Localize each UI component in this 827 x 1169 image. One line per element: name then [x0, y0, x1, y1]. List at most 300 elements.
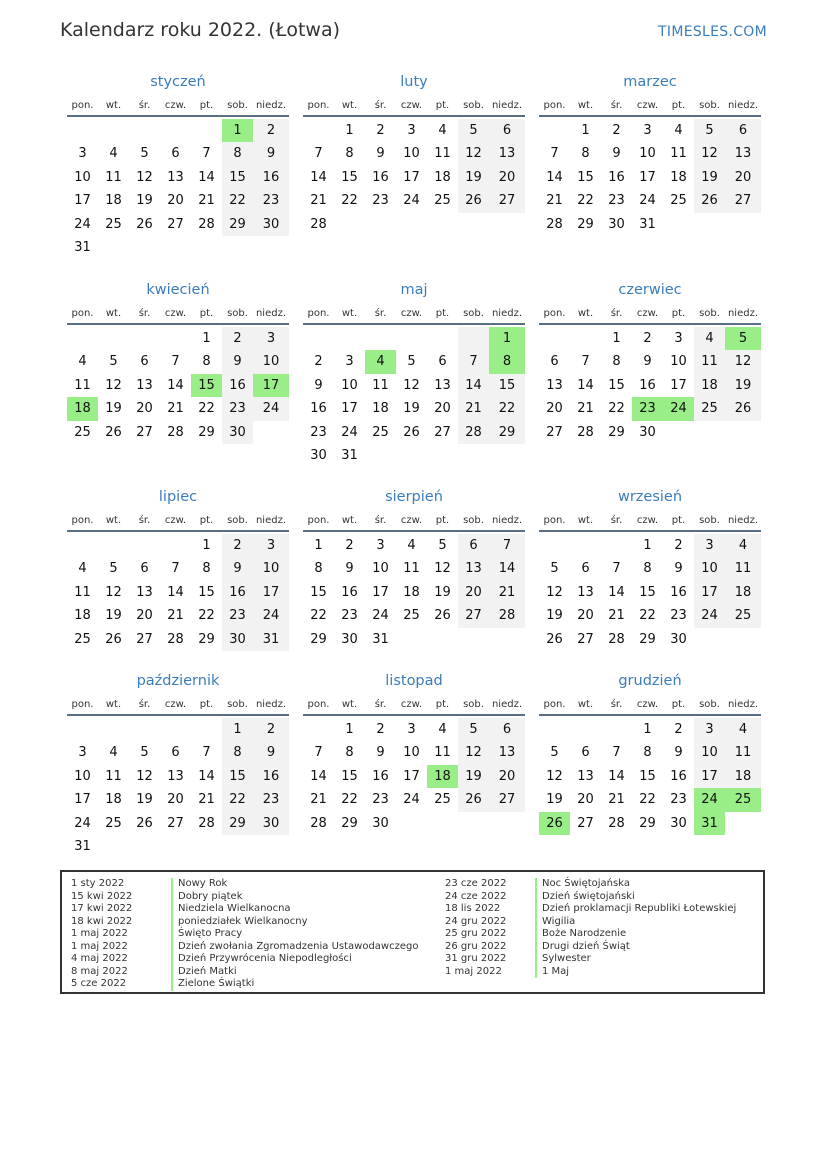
day-cell[interactable]: 27	[577, 631, 594, 647]
day-cell[interactable]: 26	[694, 189, 725, 212]
day-cell[interactable]: 30	[310, 447, 327, 463]
day-cell[interactable]: 17	[253, 374, 289, 397]
day-cell[interactable]: 3	[345, 354, 354, 370]
day-cell[interactable]: 14	[608, 768, 625, 784]
day-cell[interactable]: 8	[202, 354, 211, 370]
day-cell[interactable]: 5	[109, 561, 118, 577]
day-cell[interactable]: 9	[674, 745, 683, 761]
day-cell[interactable]: 5	[140, 745, 149, 761]
day-cell[interactable]: 3	[407, 722, 416, 737]
day-cell[interactable]: 23	[372, 792, 389, 808]
day-cell[interactable]: 2	[376, 722, 385, 737]
day-cell[interactable]: 22	[639, 608, 656, 624]
day-cell[interactable]: 24	[403, 193, 420, 209]
day-cell[interactable]: 17	[403, 169, 420, 185]
day-cell[interactable]: 7	[202, 745, 211, 761]
day-cell[interactable]: 20	[458, 581, 489, 604]
day-cell[interactable]: 29	[222, 812, 253, 835]
day-cell[interactable]: 25	[105, 815, 122, 831]
day-cell[interactable]: 11	[725, 557, 761, 580]
day-cell[interactable]: 6	[171, 745, 180, 761]
day-cell[interactable]: 10	[694, 557, 725, 580]
day-cell[interactable]: 1	[202, 538, 211, 553]
day-cell[interactable]: 18	[427, 765, 458, 788]
day-cell[interactable]: 16	[253, 765, 289, 788]
day-cell[interactable]: 19	[434, 584, 451, 600]
day-cell[interactable]: 13	[167, 768, 184, 784]
day-cell[interactable]: 15	[191, 374, 222, 397]
day-cell[interactable]: 3	[253, 327, 289, 350]
day-cell[interactable]: 4	[725, 718, 761, 741]
day-cell[interactable]: 2	[674, 538, 683, 553]
day-cell[interactable]: 12	[434, 561, 451, 577]
day-cell[interactable]: 21	[489, 581, 525, 604]
day-cell[interactable]: 25	[725, 604, 761, 627]
day-cell[interactable]: 26	[458, 189, 489, 212]
day-cell[interactable]: 19	[136, 792, 153, 808]
day-cell[interactable]: 29	[639, 815, 656, 831]
day-cell[interactable]: 6	[489, 119, 525, 142]
day-cell[interactable]: 27	[489, 189, 525, 212]
day-cell[interactable]: 7	[458, 350, 489, 373]
day-cell[interactable]: 3	[78, 146, 87, 162]
day-cell[interactable]: 18	[670, 169, 687, 185]
day-cell[interactable]: 18	[74, 608, 91, 624]
day-cell[interactable]: 24	[663, 397, 694, 420]
day-cell[interactable]: 1	[345, 722, 354, 737]
day-cell[interactable]: 18	[725, 581, 761, 604]
day-cell[interactable]: 20	[136, 608, 153, 624]
day-cell[interactable]: 2	[674, 722, 683, 737]
day-cell[interactable]: 4	[78, 561, 87, 577]
day-cell[interactable]: 17	[372, 584, 389, 600]
day-cell[interactable]: 7	[171, 561, 180, 577]
day-cell[interactable]: 9	[253, 142, 289, 165]
day-cell[interactable]: 11	[372, 377, 389, 393]
day-cell[interactable]: 24	[694, 788, 725, 811]
day-cell[interactable]: 26	[105, 631, 122, 647]
day-cell[interactable]: 28	[198, 815, 215, 831]
day-cell[interactable]: 7	[202, 146, 211, 162]
day-cell[interactable]: 5	[725, 327, 761, 350]
day-cell[interactable]: 13	[577, 768, 594, 784]
day-cell[interactable]: 21	[198, 193, 215, 209]
day-cell[interactable]: 22	[489, 397, 525, 420]
day-cell[interactable]: 15	[222, 166, 253, 189]
day-cell[interactable]: 14	[310, 169, 327, 185]
day-cell[interactable]: 31	[253, 628, 289, 651]
day-cell[interactable]: 3	[694, 534, 725, 557]
day-cell[interactable]: 9	[643, 354, 652, 370]
day-cell[interactable]: 18	[372, 401, 389, 417]
day-cell[interactable]: 29	[341, 815, 358, 831]
day-cell[interactable]: 29	[489, 421, 525, 444]
day-cell[interactable]: 28	[167, 631, 184, 647]
day-cell[interactable]: 11	[403, 561, 420, 577]
day-cell[interactable]: 11	[434, 146, 451, 162]
day-cell[interactable]: 19	[458, 166, 489, 189]
day-cell[interactable]: 10	[403, 745, 420, 761]
day-cell[interactable]: 26	[725, 397, 761, 420]
day-cell[interactable]: 17	[694, 581, 725, 604]
day-cell[interactable]: 6	[550, 354, 559, 370]
day-cell[interactable]: 10	[253, 557, 289, 580]
day-cell[interactable]: 23	[670, 792, 687, 808]
day-cell[interactable]: 20	[725, 166, 761, 189]
day-cell[interactable]: 23	[670, 608, 687, 624]
day-cell[interactable]: 28	[310, 815, 327, 831]
day-cell[interactable]: 27	[167, 216, 184, 232]
day-cell[interactable]: 1	[222, 119, 253, 142]
day-cell[interactable]: 22	[639, 792, 656, 808]
day-cell[interactable]: 29	[222, 213, 253, 236]
day-cell[interactable]: 4	[365, 350, 396, 373]
day-cell[interactable]: 7	[489, 534, 525, 557]
day-cell[interactable]: 2	[314, 354, 323, 370]
day-cell[interactable]: 12	[725, 350, 761, 373]
day-cell[interactable]: 13	[577, 584, 594, 600]
day-cell[interactable]: 21	[608, 608, 625, 624]
day-cell[interactable]: 2	[222, 534, 253, 557]
day-cell[interactable]: 2	[345, 538, 354, 553]
day-cell[interactable]: 11	[74, 377, 91, 393]
day-cell[interactable]: 23	[372, 193, 389, 209]
day-cell[interactable]: 17	[694, 765, 725, 788]
day-cell[interactable]: 28	[458, 421, 489, 444]
day-cell[interactable]: 16	[310, 401, 327, 417]
day-cell[interactable]: 18	[725, 765, 761, 788]
day-cell[interactable]: 4	[438, 123, 447, 138]
day-cell[interactable]: 28	[577, 424, 594, 440]
day-cell[interactable]: 14	[167, 377, 184, 393]
day-cell[interactable]: 30	[253, 812, 289, 835]
day-cell[interactable]: 29	[608, 424, 625, 440]
day-cell[interactable]: 27	[136, 424, 153, 440]
day-cell[interactable]: 2	[376, 123, 385, 138]
day-cell[interactable]: 16	[670, 584, 687, 600]
day-cell[interactable]: 7	[314, 745, 323, 761]
day-cell[interactable]: 8	[222, 741, 253, 764]
day-cell[interactable]: 29	[310, 631, 327, 647]
day-cell[interactable]: 23	[608, 193, 625, 209]
day-cell[interactable]: 7	[612, 745, 621, 761]
day-cell[interactable]: 30	[372, 815, 389, 831]
day-cell[interactable]: 30	[222, 628, 253, 651]
day-cell[interactable]: 15	[198, 584, 215, 600]
day-cell[interactable]: 15	[608, 377, 625, 393]
day-cell[interactable]: 12	[136, 169, 153, 185]
day-cell[interactable]: 24	[74, 216, 91, 232]
day-cell[interactable]: 22	[222, 189, 253, 212]
day-cell[interactable]: 18	[105, 193, 122, 209]
day-cell[interactable]: 21	[577, 401, 594, 417]
day-cell[interactable]: 20	[546, 401, 563, 417]
day-cell[interactable]: 16	[222, 374, 253, 397]
day-cell[interactable]: 9	[222, 350, 253, 373]
day-cell[interactable]: 13	[489, 741, 525, 764]
site-logo[interactable]: TIMESLES.COM	[658, 24, 767, 40]
day-cell[interactable]: 24	[372, 608, 389, 624]
day-cell[interactable]: 7	[171, 354, 180, 370]
day-cell[interactable]: 26	[434, 608, 451, 624]
day-cell[interactable]: 16	[372, 768, 389, 784]
day-cell[interactable]: 6	[438, 354, 447, 370]
day-cell[interactable]: 15	[310, 584, 327, 600]
day-cell[interactable]: 13	[136, 377, 153, 393]
day-cell[interactable]: 8	[643, 561, 652, 577]
day-cell[interactable]: 11	[434, 745, 451, 761]
day-cell[interactable]: 3	[78, 745, 87, 761]
day-cell[interactable]: 15	[639, 768, 656, 784]
day-cell[interactable]: 4	[725, 534, 761, 557]
day-cell[interactable]: 20	[434, 401, 451, 417]
day-cell[interactable]: 20	[167, 792, 184, 808]
day-cell[interactable]: 12	[403, 377, 420, 393]
day-cell[interactable]: 1	[222, 718, 253, 741]
day-cell[interactable]: 8	[643, 745, 652, 761]
day-cell[interactable]: 7	[314, 146, 323, 162]
day-cell[interactable]: 23	[253, 189, 289, 212]
day-cell[interactable]: 29	[198, 631, 215, 647]
day-cell[interactable]: 14	[167, 584, 184, 600]
day-cell[interactable]: 2	[253, 718, 289, 741]
day-cell[interactable]: 21	[310, 792, 327, 808]
day-cell[interactable]: 8	[489, 350, 525, 373]
day-cell[interactable]: 25	[434, 792, 451, 808]
day-cell[interactable]: 10	[403, 146, 420, 162]
day-cell[interactable]: 28	[489, 604, 525, 627]
day-cell[interactable]: 28	[608, 631, 625, 647]
day-cell[interactable]: 12	[105, 377, 122, 393]
day-cell[interactable]: 17	[341, 401, 358, 417]
day-cell[interactable]: 11	[725, 741, 761, 764]
day-cell[interactable]: 25	[694, 397, 725, 420]
day-cell[interactable]: 22	[608, 401, 625, 417]
day-cell[interactable]: 10	[253, 350, 289, 373]
day-cell[interactable]: 22	[198, 401, 215, 417]
day-cell[interactable]: 19	[105, 608, 122, 624]
day-cell[interactable]: 27	[546, 424, 563, 440]
day-cell[interactable]: 11	[105, 169, 122, 185]
day-cell[interactable]: 18	[403, 584, 420, 600]
day-cell[interactable]: 4	[109, 745, 118, 761]
day-cell[interactable]: 24	[253, 604, 289, 627]
day-cell[interactable]: 12	[458, 741, 489, 764]
day-cell[interactable]: 30	[341, 631, 358, 647]
day-cell[interactable]: 16	[670, 768, 687, 784]
day-cell[interactable]: 12	[546, 768, 563, 784]
day-cell[interactable]: 26	[546, 631, 563, 647]
day-cell[interactable]: 5	[109, 354, 118, 370]
day-cell[interactable]: 30	[608, 216, 625, 232]
day-cell[interactable]: 22	[310, 608, 327, 624]
day-cell[interactable]: 16	[639, 377, 656, 393]
day-cell[interactable]: 3	[407, 123, 416, 138]
day-cell[interactable]: 26	[403, 424, 420, 440]
day-cell[interactable]: 19	[725, 374, 761, 397]
day-cell[interactable]: 26	[136, 815, 153, 831]
day-cell[interactable]: 17	[639, 169, 656, 185]
day-cell[interactable]: 15	[222, 765, 253, 788]
day-cell[interactable]: 25	[74, 424, 91, 440]
day-cell[interactable]: 11	[694, 350, 725, 373]
day-cell[interactable]: 16	[608, 169, 625, 185]
day-cell[interactable]: 17	[74, 193, 91, 209]
day-cell[interactable]: 14	[310, 768, 327, 784]
day-cell[interactable]: 30	[222, 421, 253, 444]
day-cell[interactable]: 8	[581, 146, 590, 162]
day-cell[interactable]: 1	[581, 123, 590, 138]
day-cell[interactable]: 20	[577, 608, 594, 624]
day-cell[interactable]: 3	[674, 331, 683, 346]
day-cell[interactable]: 1	[643, 722, 652, 737]
day-cell[interactable]: 5	[458, 119, 489, 142]
day-cell[interactable]: 24	[639, 193, 656, 209]
day-cell[interactable]: 20	[489, 166, 525, 189]
day-cell[interactable]: 31	[341, 447, 358, 463]
day-cell[interactable]: 7	[612, 561, 621, 577]
day-cell[interactable]: 6	[581, 745, 590, 761]
day-cell[interactable]: 28	[167, 424, 184, 440]
day-cell[interactable]: 5	[694, 119, 725, 142]
day-cell[interactable]: 20	[136, 401, 153, 417]
day-cell[interactable]: 24	[74, 815, 91, 831]
day-cell[interactable]: 4	[674, 123, 683, 138]
day-cell[interactable]: 4	[78, 354, 87, 370]
day-cell[interactable]: 28	[608, 815, 625, 831]
day-cell[interactable]: 4	[694, 327, 725, 350]
day-cell[interactable]: 18	[694, 374, 725, 397]
day-cell[interactable]: 26	[136, 216, 153, 232]
day-cell[interactable]: 19	[403, 401, 420, 417]
day-cell[interactable]: 28	[310, 216, 327, 232]
day-cell[interactable]: 9	[345, 561, 354, 577]
day-cell[interactable]: 13	[489, 142, 525, 165]
day-cell[interactable]: 3	[376, 538, 385, 553]
day-cell[interactable]: 1	[345, 123, 354, 138]
day-cell[interactable]: 14	[608, 584, 625, 600]
day-cell[interactable]: 6	[489, 718, 525, 741]
day-cell[interactable]: 12	[694, 142, 725, 165]
day-cell[interactable]: 2	[222, 327, 253, 350]
day-cell[interactable]: 5	[458, 718, 489, 741]
day-cell[interactable]: 4	[407, 538, 416, 553]
day-cell[interactable]: 26	[105, 424, 122, 440]
day-cell[interactable]: 19	[458, 765, 489, 788]
day-cell[interactable]: 27	[167, 815, 184, 831]
day-cell[interactable]: 3	[694, 718, 725, 741]
day-cell[interactable]: 18	[434, 169, 451, 185]
day-cell[interactable]: 31	[74, 838, 91, 854]
day-cell[interactable]: 16	[341, 584, 358, 600]
day-cell[interactable]: 4	[109, 146, 118, 162]
day-cell[interactable]: 24	[341, 424, 358, 440]
day-cell[interactable]: 27	[489, 788, 525, 811]
day-cell[interactable]: 14	[577, 377, 594, 393]
day-cell[interactable]: 23	[253, 788, 289, 811]
day-cell[interactable]: 12	[105, 584, 122, 600]
day-cell[interactable]: 13	[167, 169, 184, 185]
day-cell[interactable]: 15	[577, 169, 594, 185]
day-cell[interactable]: 25	[725, 788, 761, 811]
day-cell[interactable]: 21	[167, 401, 184, 417]
day-cell[interactable]: 5	[550, 745, 559, 761]
day-cell[interactable]: 23	[222, 604, 253, 627]
day-cell[interactable]: 7	[550, 146, 559, 162]
day-cell[interactable]: 9	[253, 741, 289, 764]
day-cell[interactable]: 22	[341, 193, 358, 209]
day-cell[interactable]: 11	[670, 146, 687, 162]
day-cell[interactable]: 21	[310, 193, 327, 209]
day-cell[interactable]: 3	[253, 534, 289, 557]
day-cell[interactable]: 21	[458, 397, 489, 420]
day-cell[interactable]: 10	[694, 741, 725, 764]
day-cell[interactable]: 27	[725, 189, 761, 212]
day-cell[interactable]: 13	[136, 584, 153, 600]
day-cell[interactable]: 6	[171, 146, 180, 162]
day-cell[interactable]: 4	[438, 722, 447, 737]
day-cell[interactable]: 17	[253, 581, 289, 604]
day-cell[interactable]: 1	[314, 538, 323, 553]
day-cell[interactable]: 10	[639, 146, 656, 162]
day-cell[interactable]: 5	[550, 561, 559, 577]
day-cell[interactable]: 13	[458, 557, 489, 580]
day-cell[interactable]: 5	[140, 146, 149, 162]
day-cell[interactable]: 14	[198, 768, 215, 784]
day-cell[interactable]: 20	[489, 765, 525, 788]
day-cell[interactable]: 19	[546, 608, 563, 624]
day-cell[interactable]: 28	[198, 216, 215, 232]
day-cell[interactable]: 18	[67, 397, 98, 420]
day-cell[interactable]: 11	[105, 768, 122, 784]
day-cell[interactable]: 31	[74, 239, 91, 255]
day-cell[interactable]: 23	[632, 397, 663, 420]
day-cell[interactable]: 22	[222, 788, 253, 811]
day-cell[interactable]: 24	[403, 792, 420, 808]
day-cell[interactable]: 28	[546, 216, 563, 232]
day-cell[interactable]: 20	[577, 792, 594, 808]
day-cell[interactable]: 9	[314, 377, 323, 393]
day-cell[interactable]: 6	[458, 534, 489, 557]
day-cell[interactable]: 6	[725, 119, 761, 142]
day-cell[interactable]: 9	[376, 146, 385, 162]
day-cell[interactable]: 23	[310, 424, 327, 440]
day-cell[interactable]: 10	[372, 561, 389, 577]
day-cell[interactable]: 31	[372, 631, 389, 647]
day-cell[interactable]: 22	[577, 193, 594, 209]
day-cell[interactable]: 22	[341, 792, 358, 808]
day-cell[interactable]: 12	[458, 142, 489, 165]
day-cell[interactable]: 10	[670, 354, 687, 370]
day-cell[interactable]: 30	[253, 213, 289, 236]
day-cell[interactable]: 2	[643, 331, 652, 346]
day-cell[interactable]: 29	[639, 631, 656, 647]
day-cell[interactable]: 24	[253, 397, 289, 420]
day-cell[interactable]: 25	[434, 193, 451, 209]
day-cell[interactable]: 2	[612, 123, 621, 138]
day-cell[interactable]: 30	[639, 424, 656, 440]
day-cell[interactable]: 14	[489, 557, 525, 580]
day-cell[interactable]: 14	[546, 169, 563, 185]
day-cell[interactable]: 5	[407, 354, 416, 370]
day-cell[interactable]: 13	[546, 377, 563, 393]
day-cell[interactable]: 7	[581, 354, 590, 370]
day-cell[interactable]: 21	[546, 193, 563, 209]
day-cell[interactable]: 31	[639, 216, 656, 232]
day-cell[interactable]: 8	[314, 561, 323, 577]
day-cell[interactable]: 27	[136, 631, 153, 647]
day-cell[interactable]: 21	[167, 608, 184, 624]
